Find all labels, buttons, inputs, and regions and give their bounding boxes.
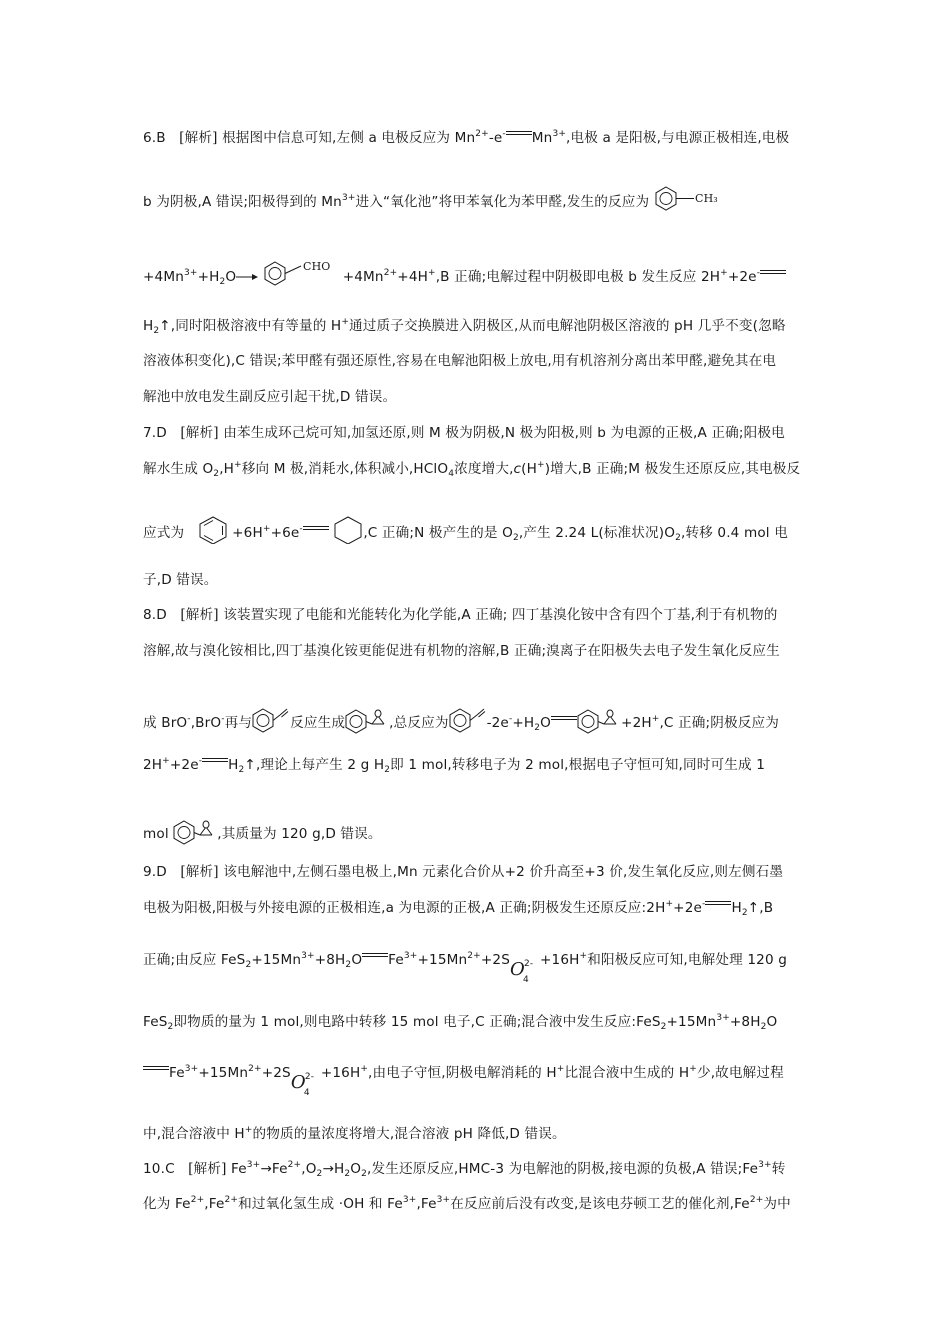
sulfate-ion: O 2- 4: [290, 1072, 315, 1098]
solution-8-line-4: 2H++2e- $H_2↑$,理论上每产生 2 g $H_2$即 1 mol,转移电子为 2 mol,根据电子守恒可知,同时可生成 1: [143, 756, 766, 775]
solution-7-line-4: 子,D 错误。: [143, 572, 218, 588]
solution-9-line-4: FeS$_2$即物质的量为 1 mol,则电路中转移 15 mol 电子,C 正确;混合液中发生反应$:FeS_2+15Mn^{3+}+8H_2O$: [143, 1013, 778, 1032]
svg-text:CH₃: CH₃: [694, 192, 718, 205]
equals-sign: [506, 129, 532, 137]
solution-10-line-2: 化为 $Fe^{2+},Fe^{2+}$和过氧化氢生成 ·OH 和 $Fe^{3+},Fe^{3+}$在反应前后没有改变,是该电芬顿工艺的催化剂$,Fe^{2+}$为中: [143, 1195, 791, 1212]
solution-8-line-1: 8.D [解析] 该装置实现了电能和光能转化为化学能,A 正确; 四丁基溴化铵中含有四个丁基,利于有机物的: [143, 607, 778, 623]
equals-sign: [705, 899, 731, 907]
styrene-structure: [252, 707, 290, 739]
benzaldehyde-structure: [263, 260, 343, 294]
solution-9-line-5: $Fe^{3+}+15Mn^{2+}+2S$ O 2- 4 +16H+,由电子守恒,阴极电解消耗的 H+比混合液中生成的 H+少,故电解过程: [143, 1063, 813, 1093]
solution-6-line-3: $+4Mn^{3+}+H_2O$ CHO $+4Mn^{2+}+4H^+,B$ 正确;电解过程中阴极即电极 b 发生反应 2H++2e-: [143, 260, 813, 294]
equals-sign: [551, 714, 577, 722]
solution-7-line-2: 解水生成 $O_2,H^+$移向 M 极,消耗水,体积减小,HClO$_4$浓度增大,c(H+)增大,B 正确;M 极发生还原反应,其电极反: [143, 460, 801, 479]
solution-8-line-3: 成 BrO-,BrO-再与 反应生成 ,总反应为 $-2e^-+H_2O +2H^+,C$ 正确;阴极反应为: [143, 706, 813, 740]
solution-6-line-1: 6.B [解析] 根据图中信息可知,左侧 a 电极反应为 $Mn^{2+}-e^-$ $Mn^{3+}$,电极 a 是阳极,与电源正极相连,电极: [143, 129, 790, 146]
solution-10-line-1: 10.C [解析] $Fe^{3+}\to Fe^{2+},O_2\to H_2O_2$,发生还原反应,HMC-3 为电解池的阴极,接电源的负极,A 错误$;Fe^{3+}$转: [143, 1160, 786, 1179]
equals-sign: [143, 1064, 169, 1072]
solution-6-line-5: 溶液体积变化),C 错误;苯甲醛有强还原性,容易在电解池阳极上放电,用有机溶剂分离出苯甲醛,避免其在电: [143, 353, 777, 369]
styrene-oxide-structure: [173, 817, 217, 851]
svg-text:CHO: CHO: [302, 260, 331, 273]
solution-9-line-2: 电极为阳极,阳极与外接电源的正极相连,a 为电源的正极,A 正确;阴极发生还原反应:2H++2e- $H_2↑,B$: [143, 899, 774, 918]
arrow-icon: [236, 272, 258, 282]
solution-8-line-2: 溶解,故与溴化铵相比,四丁基溴化铵更能促进有机物的溶解,B 正确;溴离子在阳极失去电子发生氧化反应生: [143, 643, 780, 659]
toluene-structure: [654, 185, 724, 219]
solution-6-line-2: b 为阴极,A 错误;阳极得到的 $Mn^{3+}$进入“氧化池”将甲苯氧化为苯甲醛,发生的反应为 CH₃: [143, 185, 813, 219]
styrene-oxide-structure: [345, 706, 389, 740]
solution-9-line-3: 正确;由反应 $FeS_2+15Mn^{3+}+8H_2O$ $Fe^{3+}+15Mn^{2+}+2S$ O 2- 4 +16H+和阳极反应可知,电解处理 120 g: [143, 951, 787, 985]
solution-6-line-6: 解池中放电发生副反应引起干扰,D 错误。: [143, 389, 397, 405]
equals-sign: [303, 524, 329, 532]
sulfate-ion: O 2- 4: [510, 959, 534, 985]
solution-9-line-6: 中,混合溶液中 H+的物质的量浓度将增大,混合溶液 pH 降低,D 错误。: [143, 1125, 566, 1142]
solution-7-line-3: 应式为 +6H++6e- ,C 正确;N 极产生的是 $O_2$,产生 2.24 L(标准状况)$O_2$,转移 0.4 mol 电: [143, 516, 813, 550]
solution-8-line-5: mol ,其质量为 120 g,D 错误。: [143, 817, 813, 851]
styrene-structure: [449, 707, 487, 739]
solution-9-line-1: 9.D [解析] 该电解池中,左侧石墨电极上,Mn 元素化合价从+2 价升高至+3 价,发生氧化反应,则左侧石墨: [143, 864, 784, 880]
equals-sign: [362, 951, 388, 959]
benzene-structure: [198, 516, 228, 550]
solution-6-line-4: $H_2↑$,同时阳极溶液中有等量的 H+通过质子交换膜进入阴极区,从而电解池阴极区溶液的 pH 几乎不变(忽略: [143, 317, 786, 336]
solution-7-line-1: 7.D [解析] 由苯生成环己烷可知,加氢还原,则 M 极为阴极,N 极为阳极,则 b 为电源的正极,A 正确;阳极电: [143, 425, 785, 441]
styrene-oxide-structure: [577, 706, 621, 740]
equals-sign: [202, 756, 228, 764]
cyclohexane-structure: [333, 516, 363, 550]
equals-sign: [760, 268, 786, 276]
